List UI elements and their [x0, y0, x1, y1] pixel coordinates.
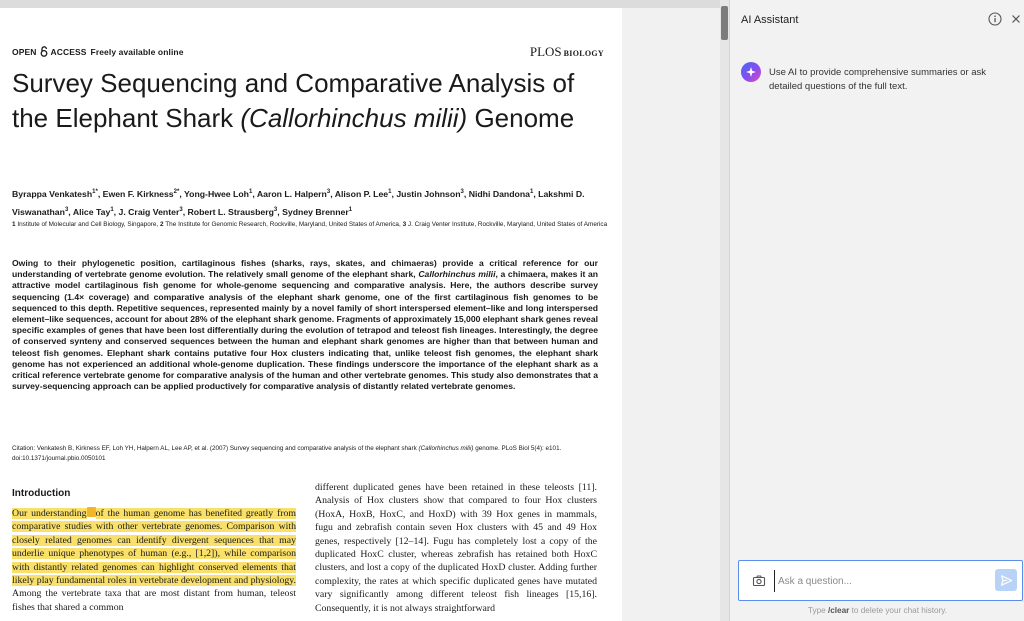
abstract: [12, 258, 598, 392]
author: [103, 189, 180, 199]
chat-input-box[interactable]: [738, 560, 1023, 601]
hint-command: /clear: [827, 606, 850, 615]
author-name: Alison P. Lee: [334, 188, 389, 199]
abstract-text-a: Owing to their phylogenetic position, cartilaginous fishes (sharks, rays, skates, and chimaeras) provide a critical reference for our understanding of vertebrate genome evolution. The relatively small genome of the elephant shark,: [12, 258, 598, 280]
chat-input[interactable]: [774, 570, 984, 592]
author-name: Ewen F. Kirkness: [102, 188, 174, 199]
author-name: Alice Tay: [72, 206, 111, 217]
author-name: J. Craig Venter: [118, 206, 180, 217]
send-button[interactable]: [995, 569, 1017, 591]
author-affiliation-mark: 1: [388, 189, 392, 195]
body-text: Among the vertebrate taxa that are most distant from human, teleost fishes that shared a common: [12, 588, 296, 613]
author-affiliation-mark: 1: [110, 206, 114, 213]
citation-species: (Callorhinchus milii): [418, 445, 474, 452]
title-main: Survey Sequencing and Comparative Analysis of the Elephant Shark: [12, 68, 575, 133]
highlight-text[interactable]: of the human genome has benefited greatly from comparative studies with other vertebrate genomes. Comparison with closely related genomes can identify divergent sequences that may underlie unique phenotypes of human (e.g., [1,2]), while comparison with distantly related genomes can highlight conserved elements that likely play fundamental roles in vertebrate development and physiology.: [12, 508, 296, 587]
author-name: Nidhi Dandona: [468, 188, 530, 199]
assistant-message-text: Use AI to provide comprehensive summaries or ask detailed questions of the full text.: [769, 67, 987, 92]
close-icon[interactable]: [1009, 12, 1023, 26]
panel-title: AI Assistant: [741, 14, 799, 26]
author: [282, 207, 352, 217]
author-name: Sydney Brenner: [282, 206, 349, 217]
abstract-species: Callorhinchus milii: [418, 269, 496, 280]
ai-sparkle-icon: [741, 62, 761, 82]
viewer-top-bar: [0, 0, 735, 8]
author: [119, 207, 183, 217]
paper-title: [12, 66, 612, 136]
author-list: Byrappa Venkatesh$^{1*}$, Ewen F. Kirkness$^{2*}$, Yong-Hwee Loh$^1$, Aaron L. Halpern$^3$, Alison P. Lee$^1$, Justin Johnson$^3$, Nidhi Dandona$^1$, Lakshmi D. Viswanathan$^3$, Alice Tay$^1$, J. Craig Venter$^3$, Robert L. Strausberg$^3$, Sydney Brenner$^1$: [12, 188, 585, 217]
affiliation-text: The Institute for Genomic Research, Rockville, Maryland, United States of America,: [165, 221, 401, 228]
access-text: ACCESS: [50, 46, 87, 57]
journal-plos: PLOS: [529, 44, 562, 59]
author: [184, 189, 252, 199]
body-column-right: different duplicated genes have been retained in these teleosts [11]. Analysis of Hox clusters show that compared to four Hox clusters (HoxA, HoxB, HoxC, and HoxD) with 39 Hox genes in mammals, fugu and zebrafish contain seven Hox clusters with 45 and 49 Hox genes, respectively [12–14]. Fugu has completely lost a copy of the duplicated HoxC cluster, whereas zebrafish has retained both HoxC clusters, and lost a copy of the duplicated HoxD cluster. Adding further complexity, the rates at which specific duplicated genes have mutated vary significantly among different teleost fish lineages [15,16]. Consequently, it is not always straightforward: [315, 482, 597, 614]
info-icon[interactable]: [988, 12, 1002, 26]
affiliation-number: 2: [160, 221, 164, 228]
author: [469, 189, 534, 199]
journal-biology: BIOLOGY: [563, 49, 604, 58]
author: [188, 207, 278, 217]
open-text: OPEN: [12, 46, 37, 57]
body-column-left[interactable]: [12, 507, 296, 614]
affiliation-number: 1: [12, 221, 16, 228]
citation-text-b: genome. PLoS Biol 5(4): e101. doi:10.1371/journal.pbio.0050101: [12, 445, 562, 462]
title-end: Genome: [474, 103, 575, 133]
author-affiliation-mark: 3: [460, 189, 464, 195]
comment-note-icon[interactable]: [87, 507, 96, 517]
open-access-label: [12, 46, 184, 57]
author-name: Lakshmi D. Viswanathan: [12, 188, 585, 217]
affiliation-text: Institute of Molecular and Cell Biology, Singapore,: [17, 221, 159, 228]
author-affiliation-mark: 3: [273, 206, 278, 213]
author-name: Byrappa Venkatesh: [12, 188, 93, 199]
author-affiliation-mark: 2*: [173, 189, 180, 195]
author-affiliation-mark: 1*: [92, 189, 98, 195]
author-name: Aaron L. Halpern: [256, 188, 327, 199]
journal-logo: [530, 44, 604, 60]
camera-icon[interactable]: [752, 574, 766, 588]
affiliations: [12, 220, 612, 230]
author-affiliation-mark: 3: [64, 206, 69, 213]
abstract-text-b: , a chimaera, makes it an attractive model cartilaginous fish genome for whole-genome sequencing and comparative analysis. Here, the authors describe survey sequencing (1.4× coverage) and comparative analysis of the elephant shark genome, one of the first cartilaginous fish genomes to be sequenced to this depth. Repetitive sequences, represented mainly by a novel family of short interspersed element–like and long interspersed element–like sequences, account for about 28% of the elephant shark genome. Fragments of approximately 15,000 elephant shark genes reveal specific examples of genes that have been lost differentially during the evolution of tetrapod and teleost fish lineages. Interestingly, the degree of conserved synteny and conserved sequences between the human and elephant shark genomes are higher than that between human and teleost fish genomes. Elephant shark contains putative four Hox clusters indicating that, unlike teleost fish genomes, the elephant shark genome has not experienced an additional whole-genome duplication. These findings underscore the importance of the elephant shark as a critical reference vertebrate genome for comparative analysis of the human and other vertebrate genomes. This study also demonstrates that a survey-sequencing approach can be applied productively for comparative analysis of distantly related vertebrate genomes.: [12, 269, 598, 392]
author: [73, 207, 114, 217]
author-affiliation-mark: 1: [348, 206, 353, 213]
highlight-start[interactable]: Our understanding: [12, 508, 87, 519]
freely-available-text: Freely available online: [90, 46, 184, 57]
author-name: Yong-Hwee Loh: [183, 188, 249, 199]
hint-pre: Type: [807, 606, 828, 615]
chat-hint: [730, 606, 1024, 615]
affiliation-text: J. Craig Venter Institute, Rockville, Maryland, United States of America: [407, 221, 608, 228]
citation-text-a: Citation: Venkatesh B, Kirkness EF, Loh YH, Halpern AL, Lee AP, et al. (2007) Survey sequencing and comparative analysis of the elephant shark: [12, 445, 417, 452]
title-species: (Callorhinchus milii): [240, 103, 468, 133]
assistant-message: [741, 62, 1011, 94]
author-affiliation-mark: 3: [326, 189, 331, 195]
author-affiliation-mark: 3: [179, 206, 183, 213]
scrollbar-thumb[interactable]: [721, 6, 728, 40]
author-name: Robert L. Strausberg: [187, 206, 274, 217]
hint-post: to delete your chat history.: [849, 606, 948, 615]
ai-assistant-panel: [729, 0, 1024, 621]
pdf-page[interactable]: [0, 8, 622, 621]
panel-header: [730, 0, 1024, 38]
author: [396, 189, 464, 199]
author: [12, 189, 98, 199]
intro-heading: Introduction: [12, 488, 71, 499]
author-name: Justin Johnson: [396, 188, 461, 199]
author: [335, 189, 392, 199]
scrollbar-track[interactable]: [720, 0, 729, 621]
send-icon: [1000, 574, 1013, 587]
citation: [12, 444, 602, 463]
author-affiliation-mark: 1: [248, 189, 253, 195]
author: [257, 189, 330, 199]
affiliation-number: 3: [402, 221, 407, 228]
author-affiliation-mark: 1: [529, 189, 534, 195]
open-lock-icon: [39, 46, 49, 57]
